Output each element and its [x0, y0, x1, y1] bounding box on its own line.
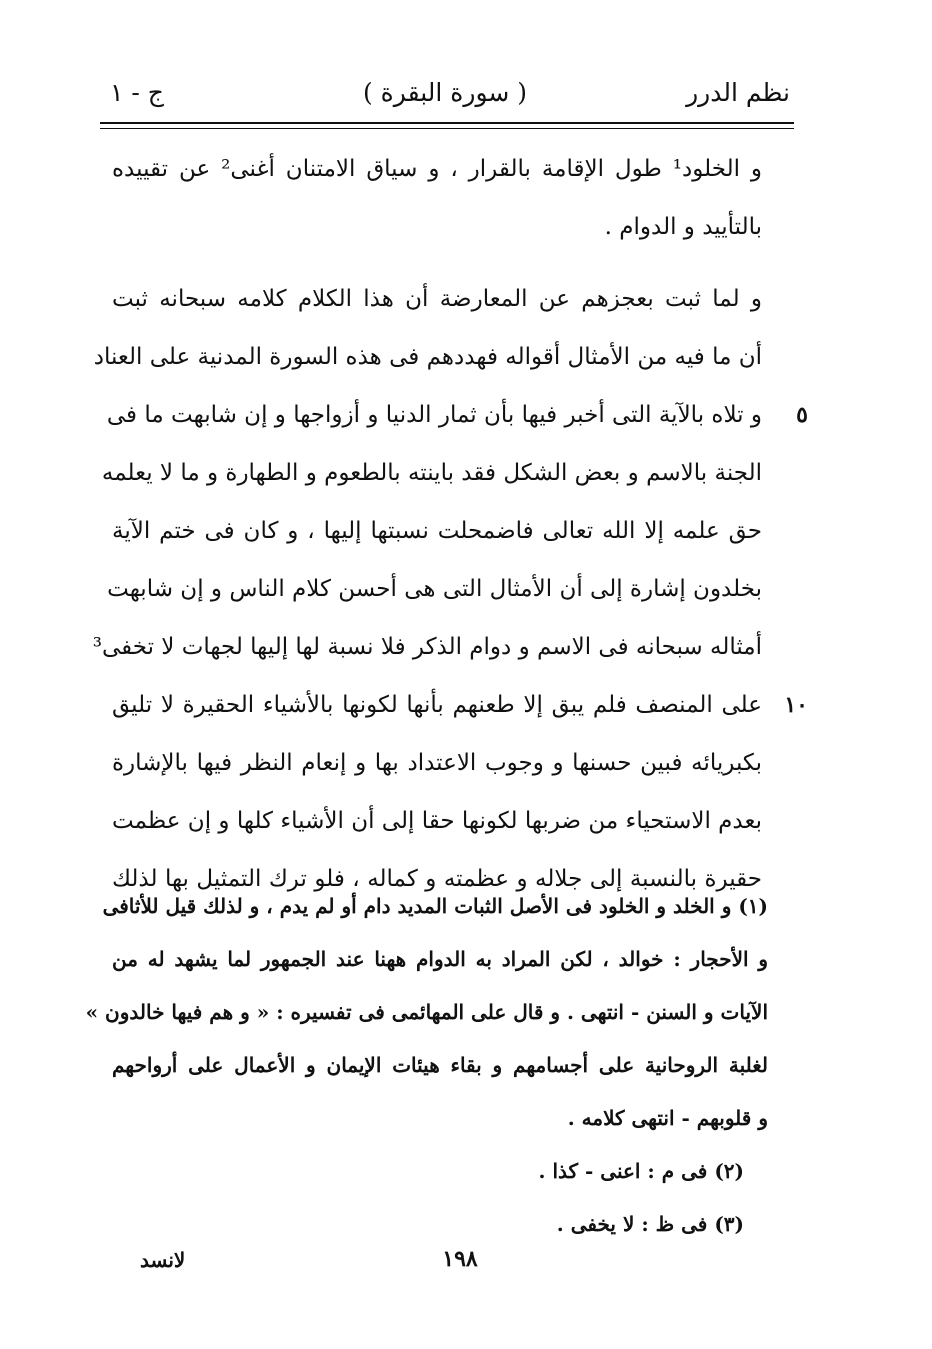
text-line: ٥ و تلاه بالآية التى أخبر فيها بأن ثمار الدنيا و أزواجها و إن شابهت ما فى [112, 386, 762, 444]
footnote-line: (٣) فى ظ : لا يخفى . [556, 1212, 744, 1236]
text-line: حقيرة بالنسبة إلى جلاله و عظمته و كماله ، فلو ترك التمثيل بها لذلك [112, 866, 762, 892]
text-line: الجنة بالاسم و بعض الشكل فقد باينته بالطعوم و الطهارة و ما لا يعلمه [101, 460, 762, 486]
footnote-line: (١) و الخلد و الخلود فى الأصل الثبات المديد دام أو لم يدم ، و لذلك قيل للأثافى [102, 894, 768, 918]
text-line: أمثاله سبحانه فى الاسم و دوام الذكر فلا نسبة لها إليها لجهات لا تخفى³ [92, 634, 762, 660]
footnote-line: الآيات و السنن - انتهى . و قال على المهائمى فى تفسيره : « و هم فيها خالدون » [85, 1000, 768, 1024]
footnotes [85, 880, 768, 1251]
text-line: بكبريائه فبين حسنها و وجوب الاعتداد بها و إنعام النظر فيها بالإشارة [112, 750, 762, 776]
text-line: ١٠ على المنصف فلم يبق إلا طعنهم بأنها لكونها بالأشياء الحقيرة لا تليق [112, 676, 762, 734]
header-rule-thick [100, 122, 794, 124]
text-line: و لما ثبت بعجزهم عن المعارضة أن هذا الكلام كلامه سبحانه ثبت [112, 286, 762, 312]
line-number: ٥ [796, 402, 808, 428]
main-text [92, 140, 808, 908]
volume-number: ج - ١ [110, 78, 164, 107]
header-rule-thin [100, 128, 794, 129]
text-line: و الخلود¹ طول الإقامة بالقرار ، و سياق الامتنان أغنى² عن تقييده [112, 156, 762, 182]
running-header [100, 72, 790, 118]
footnote-line: و الأحجار : خوالد ، لكن المراد به الدوام ههنا عند الجمهور لما يشهد له من [112, 947, 768, 971]
text-line: حق علمه إلا الله تعالى فاضمحلت نسبتها إليها ، و كان فى ختم الآية [112, 518, 762, 544]
surah-title: ( سورة البقرة ) [362, 78, 528, 107]
text-line: بالتأييد و الدوام . [604, 214, 762, 240]
footnote-line: لغلبة الروحانية على أجسامهم و بقاء هيئات الإيمان و الأعمال على أرواحهم [112, 1053, 768, 1077]
paragraph-gap [112, 256, 762, 270]
printer-signature: لانسد [140, 1248, 186, 1272]
text-line: بعدم الاستحياء من ضربها لكونها حقا إلى أن الأشياء كلها و إن عظمت [112, 808, 762, 834]
line-number: ١٠ [784, 692, 808, 718]
text-line: بخلدون إشارة إلى أن الأمثال التى هى أحسن كلام الناس و إن شابهت [107, 576, 762, 602]
book-title: نظم الدرر [686, 78, 790, 107]
footnote-line: (٢) فى م : اعنى - كذا . [538, 1159, 744, 1183]
page-number: ١٩٨ [442, 1246, 478, 1272]
text-line: أن ما فيه من الأمثال أقواله فهددهم فى هذه السورة المدنية على العناد [93, 344, 762, 370]
footnote-line: و قلوبهم - انتهى كلامه . [567, 1106, 768, 1130]
